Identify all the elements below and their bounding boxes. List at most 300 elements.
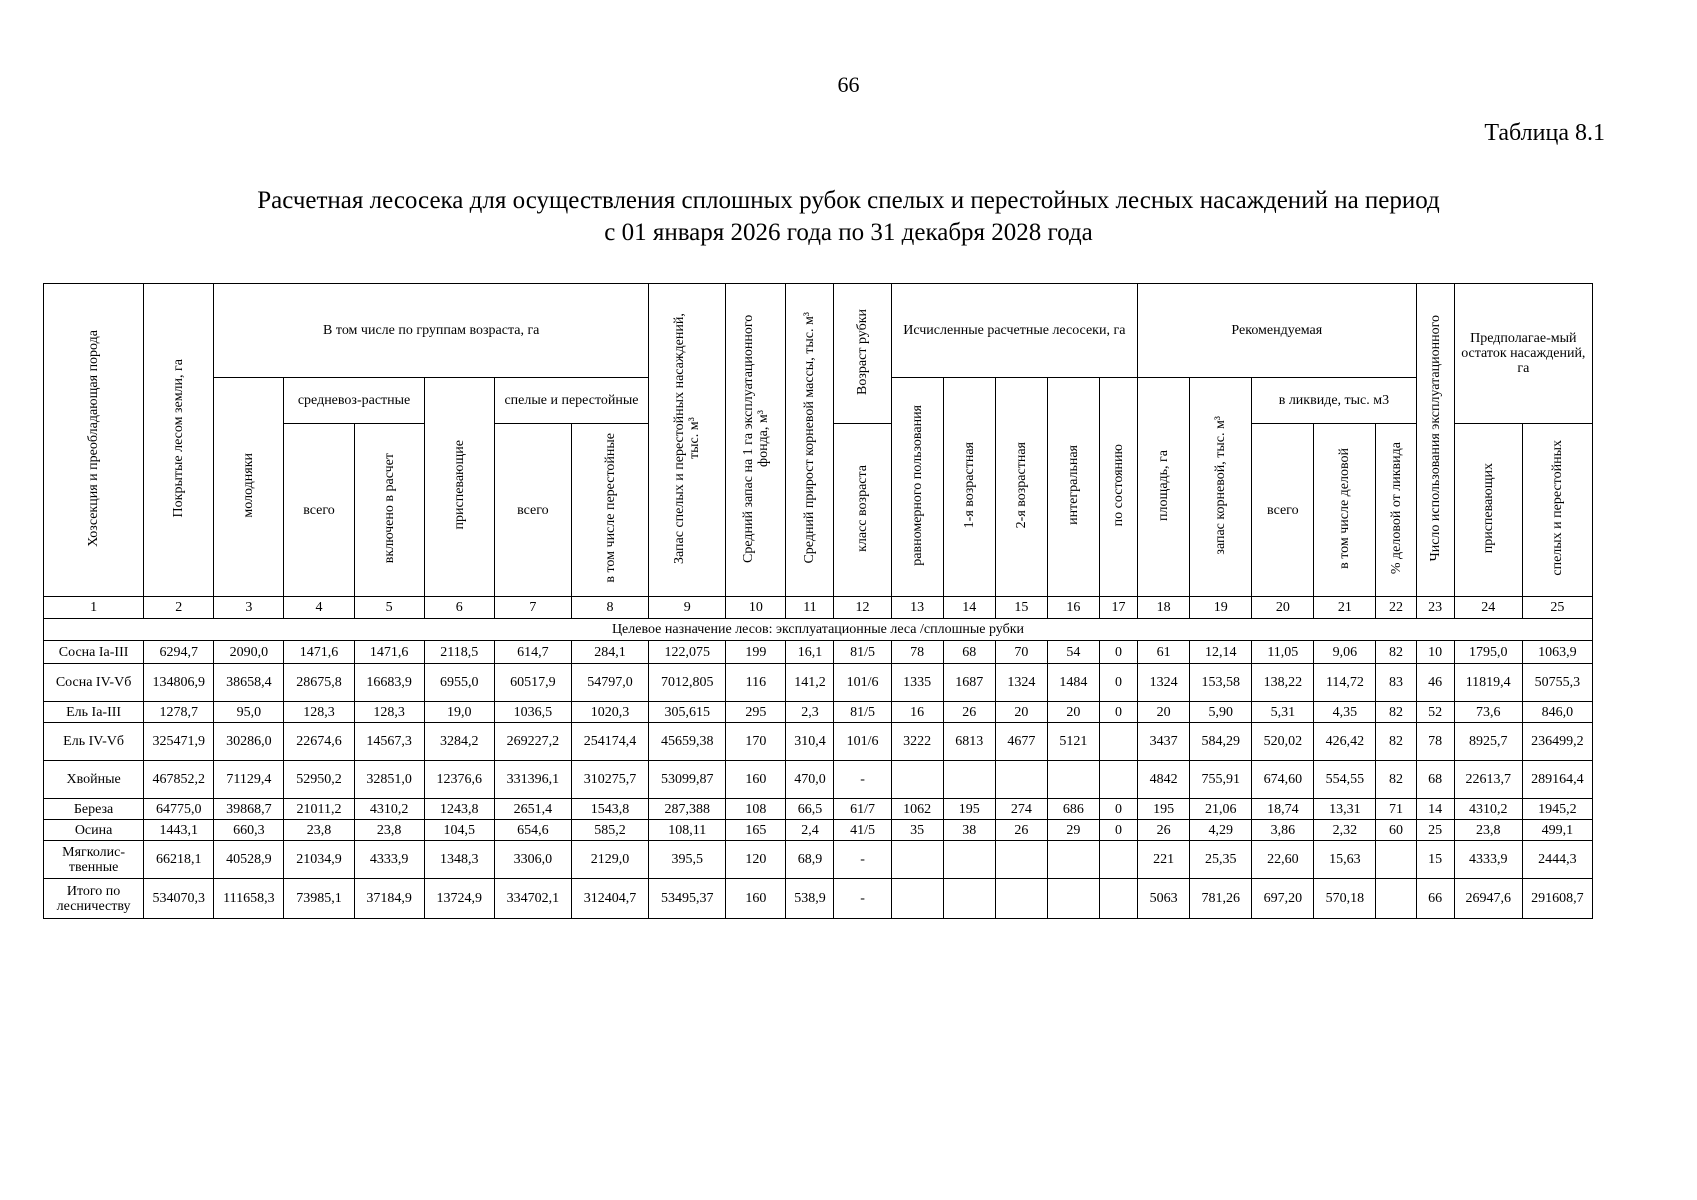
- table-cell: 28675,8: [284, 664, 354, 702]
- table-cell: 64775,0: [144, 799, 214, 820]
- table-cell: 2129,0: [571, 841, 648, 879]
- table-cell: 25,35: [1190, 841, 1252, 879]
- table-cell: 16: [891, 702, 943, 723]
- header-business-percent: % деловой от ликвида: [1376, 424, 1416, 597]
- table-cell: 0: [1099, 820, 1137, 841]
- table-cell: [1376, 841, 1416, 879]
- table-cell: 70: [995, 641, 1047, 664]
- column-number: 8: [571, 597, 648, 619]
- table-cell: 295: [726, 702, 786, 723]
- table-cell: 81/5: [834, 702, 891, 723]
- table-cell: 32851,0: [354, 761, 424, 799]
- table-cell: 310275,7: [571, 761, 648, 799]
- table-cell: 584,29: [1190, 723, 1252, 761]
- table-cell: 2,4: [786, 820, 834, 841]
- table-row: [44, 761, 1593, 799]
- table-cell: 1324: [995, 664, 1047, 702]
- table-cell: -: [834, 841, 891, 879]
- table-title: [100, 185, 1597, 249]
- table-cell: 122,075: [649, 641, 726, 664]
- row-label: Береза: [44, 799, 144, 820]
- table-cell: 53099,87: [649, 761, 726, 799]
- table-cell: 16,1: [786, 641, 834, 664]
- column-number: 1: [44, 597, 144, 619]
- table-header: [44, 284, 1593, 597]
- section-row: [44, 619, 1593, 641]
- table-cell: 9,06: [1314, 641, 1376, 664]
- table-cell: 2,3: [786, 702, 834, 723]
- table-cell: [891, 879, 943, 919]
- table-cell: 81/5: [834, 641, 891, 664]
- table-cell: 0: [1099, 702, 1137, 723]
- header-mature-total: всего: [494, 424, 571, 597]
- table-cell: 5,31: [1252, 702, 1314, 723]
- table-cell: [943, 841, 995, 879]
- table-cell: 101/6: [834, 664, 891, 702]
- table-cell: 134806,9: [144, 664, 214, 702]
- header-covered-land: Покрытые лесом земли, га: [144, 284, 214, 597]
- table-cell: 312404,7: [571, 879, 648, 919]
- table-cell: 20: [1138, 702, 1190, 723]
- table-cell: 21034,9: [284, 841, 354, 879]
- column-number: 2: [144, 597, 214, 619]
- column-number: 18: [1138, 597, 1190, 619]
- table-cell: 95,0: [214, 702, 284, 723]
- table-cell: 52: [1416, 702, 1454, 723]
- table-cell: 66,5: [786, 799, 834, 820]
- table-cell: 26: [1138, 820, 1190, 841]
- column-number: 11: [786, 597, 834, 619]
- header-calculated: Исчисленные расчетные лесосеки, га: [891, 284, 1137, 378]
- table-cell: 2118,5: [424, 641, 494, 664]
- table-cell: [891, 761, 943, 799]
- table-cell: 21,06: [1190, 799, 1252, 820]
- table-cell: 289164,4: [1522, 761, 1592, 799]
- table-cell: 310,4: [786, 723, 834, 761]
- table-cell: 287,388: [649, 799, 726, 820]
- table-cell: 4333,9: [354, 841, 424, 879]
- table-cell: 73,6: [1454, 702, 1522, 723]
- table-cell: 538,9: [786, 879, 834, 919]
- table-row: [44, 841, 1593, 879]
- table-cell: 35: [891, 820, 943, 841]
- table-cell: 8925,7: [1454, 723, 1522, 761]
- table-row: [44, 641, 1593, 664]
- table-cell: 6813: [943, 723, 995, 761]
- table-cell: 1324: [1138, 664, 1190, 702]
- header-uniform: равномерного пользования: [891, 378, 943, 597]
- table-cell: 30286,0: [214, 723, 284, 761]
- table-cell: 52950,2: [284, 761, 354, 799]
- table-cell: 2,32: [1314, 820, 1376, 841]
- column-number: 24: [1454, 597, 1522, 619]
- table-cell: 570,18: [1314, 879, 1376, 919]
- title-line-2: с 01 января 2026 года по 31 декабря 2028 года: [604, 219, 1093, 246]
- column-number: 16: [1047, 597, 1099, 619]
- table-cell: 1543,8: [571, 799, 648, 820]
- table-cell: 16683,9: [354, 664, 424, 702]
- table-cell: 120: [726, 841, 786, 879]
- table-cell: 38: [943, 820, 995, 841]
- table-cell: 534070,3: [144, 879, 214, 919]
- header-recommended: Рекомендуемая: [1138, 284, 1417, 378]
- table-cell: 660,3: [214, 820, 284, 841]
- table-row: [44, 664, 1593, 702]
- table-cell: 199: [726, 641, 786, 664]
- row-label: Ель IV-Vб: [44, 723, 144, 761]
- table-cell: 305,615: [649, 702, 726, 723]
- header-premature: приспевающие: [424, 378, 494, 597]
- table-cell: 674,60: [1252, 761, 1314, 799]
- table-cell: [1047, 841, 1099, 879]
- table-cell: 12376,6: [424, 761, 494, 799]
- data-rows: [44, 641, 1593, 919]
- table-cell: 654,6: [494, 820, 571, 841]
- table-cell: 68: [943, 641, 995, 664]
- table-cell: 325471,9: [144, 723, 214, 761]
- table-cell: 755,91: [1190, 761, 1252, 799]
- table-cell: 426,42: [1314, 723, 1376, 761]
- table-cell: 686: [1047, 799, 1099, 820]
- forest-cut-table: [43, 283, 1593, 919]
- table-cell: 274: [995, 799, 1047, 820]
- table-cell: 781,26: [1190, 879, 1252, 919]
- column-number: 15: [995, 597, 1047, 619]
- column-number: 7: [494, 597, 571, 619]
- table-cell: 14567,3: [354, 723, 424, 761]
- table-cell: 82: [1376, 723, 1416, 761]
- table-cell: 41/5: [834, 820, 891, 841]
- column-number: 17: [1099, 597, 1137, 619]
- header-by-state: по состоянию: [1099, 378, 1137, 597]
- table-cell: 29: [1047, 820, 1099, 841]
- table-cell: 467852,2: [144, 761, 214, 799]
- header-remainder-mature: спелых и перестойных: [1522, 424, 1592, 597]
- table-cell: 160: [726, 761, 786, 799]
- table-cell: 54: [1047, 641, 1099, 664]
- table-cell: 221: [1138, 841, 1190, 879]
- table-cell: 104,5: [424, 820, 494, 841]
- table-cell: 83: [1376, 664, 1416, 702]
- table-cell: 114,72: [1314, 664, 1376, 702]
- header-avg-stock: Средний запас на 1 га эксплуатационного фонда, м³: [726, 284, 786, 597]
- table-cell: 291608,7: [1522, 879, 1592, 919]
- table-cell: 1471,6: [354, 641, 424, 664]
- table-cell: 4310,2: [354, 799, 424, 820]
- column-number-row: [44, 597, 1593, 619]
- table-row: [44, 820, 1593, 841]
- table-cell: 108,11: [649, 820, 726, 841]
- table-cell: 1335: [891, 664, 943, 702]
- header-avg-growth: Средний прирост корневой массы, тыс. м³: [786, 284, 834, 597]
- table-cell: 19,0: [424, 702, 494, 723]
- column-number: 5: [354, 597, 424, 619]
- header-remainder-premature: приспевающих: [1454, 424, 1522, 597]
- table-cell: 585,2: [571, 820, 648, 841]
- table-cell: 108: [726, 799, 786, 820]
- table-cell: [891, 841, 943, 879]
- table-cell: 153,58: [1190, 664, 1252, 702]
- table-cell: 38658,4: [214, 664, 284, 702]
- table-row: [44, 799, 1593, 820]
- header-usage-number: Число использования эксплуатационного: [1416, 284, 1454, 597]
- table-cell: 499,1: [1522, 820, 1592, 841]
- header-age-class: класс возраста: [834, 424, 891, 597]
- table-cell: 50755,3: [1522, 664, 1592, 702]
- table-cell: 15: [1416, 841, 1454, 879]
- table-cell: 11,05: [1252, 641, 1314, 664]
- table-cell: 6955,0: [424, 664, 494, 702]
- header-mature-overmature: в том числе перестойные: [571, 424, 648, 597]
- row-label: Осина: [44, 820, 144, 841]
- table-row: [44, 723, 1593, 761]
- table-cell: 3437: [1138, 723, 1190, 761]
- table-cell: 1348,3: [424, 841, 494, 879]
- table-cell: 697,20: [1252, 879, 1314, 919]
- title-line-1: Расчетная лесосека для осуществления сплошных рубок спелых и перестойных лесных насаждений на период: [257, 187, 1440, 214]
- table-cell: 1471,6: [284, 641, 354, 664]
- table-cell: 25: [1416, 820, 1454, 841]
- table-cell: 15,63: [1314, 841, 1376, 879]
- table-cell: [1376, 879, 1416, 919]
- table-cell: 284,1: [571, 641, 648, 664]
- table-cell: 66218,1: [144, 841, 214, 879]
- table-cell: 60517,9: [494, 664, 571, 702]
- row-label: Сосна Ia-III: [44, 641, 144, 664]
- header-first-age: 1-я возрастная: [943, 378, 995, 597]
- table-cell: 22674,6: [284, 723, 354, 761]
- table-cell: 5063: [1138, 879, 1190, 919]
- table-cell: 13724,9: [424, 879, 494, 919]
- table-cell: 13,31: [1314, 799, 1376, 820]
- row-label: Сосна IV-Vб: [44, 664, 144, 702]
- table-cell: 0: [1099, 664, 1137, 702]
- table-cell: 6294,7: [144, 641, 214, 664]
- table-cell: [1099, 879, 1137, 919]
- table-cell: 111658,3: [214, 879, 284, 919]
- table-cell: 39868,7: [214, 799, 284, 820]
- column-number: 3: [214, 597, 284, 619]
- table-cell: 61/7: [834, 799, 891, 820]
- table-cell: 3284,2: [424, 723, 494, 761]
- table-cell: 395,5: [649, 841, 726, 879]
- table-cell: 82: [1376, 641, 1416, 664]
- header-species: Хозсекция и преобладающая порода: [44, 284, 144, 597]
- table-cell: 165: [726, 820, 786, 841]
- table-cell: 4842: [1138, 761, 1190, 799]
- table-cell: 22613,7: [1454, 761, 1522, 799]
- header-middle-included: включено в расчет: [354, 424, 424, 597]
- table-cell: 60: [1376, 820, 1416, 841]
- table-cell: 23,8: [284, 820, 354, 841]
- table-cell: 160: [726, 879, 786, 919]
- table-cell: 5121: [1047, 723, 1099, 761]
- table-cell: 2090,0: [214, 641, 284, 664]
- table-cell: 236499,2: [1522, 723, 1592, 761]
- table-cell: 128,3: [354, 702, 424, 723]
- table-cell: 18,74: [1252, 799, 1314, 820]
- table-cell: -: [834, 761, 891, 799]
- column-number: 19: [1190, 597, 1252, 619]
- row-label: Хвойные: [44, 761, 144, 799]
- table-cell: 846,0: [1522, 702, 1592, 723]
- header-liquid-total: всего: [1252, 424, 1314, 597]
- table-row: [44, 879, 1593, 919]
- column-number: 20: [1252, 597, 1314, 619]
- table-cell: [995, 841, 1047, 879]
- section-title: Целевое назначение лесов: эксплуатационные леса /сплошные рубки: [44, 619, 1593, 641]
- table-cell: 37184,9: [354, 879, 424, 919]
- table-cell: 26947,6: [1454, 879, 1522, 919]
- column-number: 21: [1314, 597, 1376, 619]
- table-label: Таблица 8.1: [1484, 120, 1605, 146]
- table-cell: 1945,2: [1522, 799, 1592, 820]
- table-cell: 1062: [891, 799, 943, 820]
- table-cell: 82: [1376, 761, 1416, 799]
- table-cell: 254174,4: [571, 723, 648, 761]
- table-cell: 470,0: [786, 761, 834, 799]
- table-cell: 614,7: [494, 641, 571, 664]
- column-number: 14: [943, 597, 995, 619]
- table-cell: 71129,4: [214, 761, 284, 799]
- table-cell: 45659,38: [649, 723, 726, 761]
- table-cell: 71: [1376, 799, 1416, 820]
- table-cell: [943, 761, 995, 799]
- table-cell: 40528,9: [214, 841, 284, 879]
- table-cell: 138,22: [1252, 664, 1314, 702]
- header-liquid: в ликвиде, тыс. м3: [1252, 378, 1416, 424]
- table-cell: 3306,0: [494, 841, 571, 879]
- table-cell: 4,35: [1314, 702, 1376, 723]
- table-cell: 195: [1138, 799, 1190, 820]
- table-cell: 0: [1099, 641, 1137, 664]
- table-cell: 331396,1: [494, 761, 571, 799]
- table-cell: 23,8: [354, 820, 424, 841]
- table-cell: 22,60: [1252, 841, 1314, 879]
- header-remainder: Предполагае-мый остаток насаждений, га: [1454, 284, 1592, 424]
- header-mature: спелые и перестойные: [494, 378, 648, 424]
- table-cell: 21011,2: [284, 799, 354, 820]
- table-body: [44, 597, 1593, 641]
- table-cell: 68: [1416, 761, 1454, 799]
- table-cell: [943, 879, 995, 919]
- table-cell: [995, 879, 1047, 919]
- table-cell: 128,3: [284, 702, 354, 723]
- header-second-age: 2-я возрастная: [995, 378, 1047, 597]
- table-cell: 1484: [1047, 664, 1099, 702]
- table-cell: 82: [1376, 702, 1416, 723]
- header-middle-total: всего: [284, 424, 354, 597]
- header-young: молодняки: [214, 378, 284, 597]
- header-age-groups: В том числе по группам возраста, га: [214, 284, 649, 378]
- table-cell: 1063,9: [1522, 641, 1592, 664]
- table-cell: 4333,9: [1454, 841, 1522, 879]
- table-cell: 2444,3: [1522, 841, 1592, 879]
- table-cell: 554,55: [1314, 761, 1376, 799]
- table-cell: 1443,1: [144, 820, 214, 841]
- table-cell: 116: [726, 664, 786, 702]
- table-cell: 4310,2: [1454, 799, 1522, 820]
- table-cell: [1099, 761, 1137, 799]
- table-cell: 195: [943, 799, 995, 820]
- row-label: Ель Ia-III: [44, 702, 144, 723]
- table-cell: 1243,8: [424, 799, 494, 820]
- table-cell: 20: [995, 702, 1047, 723]
- table-cell: 61: [1138, 641, 1190, 664]
- header-root-stock: запас корневой, тыс. м³: [1190, 378, 1252, 597]
- table-cell: 10: [1416, 641, 1454, 664]
- table-cell: 14: [1416, 799, 1454, 820]
- table-cell: 7012,805: [649, 664, 726, 702]
- header-cut-age: Возраст рубки: [834, 284, 891, 424]
- header-stock: Запас спелых и перестойных насаждений, тыс. м³: [649, 284, 726, 597]
- table-cell: 101/6: [834, 723, 891, 761]
- column-number: 9: [649, 597, 726, 619]
- table-cell: 78: [1416, 723, 1454, 761]
- header-liquid-business: в том числе деловой: [1314, 424, 1376, 597]
- table-cell: 46: [1416, 664, 1454, 702]
- table-cell: 3,86: [1252, 820, 1314, 841]
- row-label: Мягколис-твенные: [44, 841, 144, 879]
- table-cell: [995, 761, 1047, 799]
- column-number: 22: [1376, 597, 1416, 619]
- table-cell: 26: [943, 702, 995, 723]
- table-cell: [1047, 761, 1099, 799]
- table-cell: 141,2: [786, 664, 834, 702]
- table-cell: 12,14: [1190, 641, 1252, 664]
- column-number: 12: [834, 597, 891, 619]
- table-cell: 269227,2: [494, 723, 571, 761]
- table-cell: 54797,0: [571, 664, 648, 702]
- row-label: Итого по лесничеству: [44, 879, 144, 919]
- table-cell: 11819,4: [1454, 664, 1522, 702]
- header-integral: интегральная: [1047, 378, 1099, 597]
- table-cell: 5,90: [1190, 702, 1252, 723]
- table-cell: 1020,3: [571, 702, 648, 723]
- table-cell: 26: [995, 820, 1047, 841]
- table-cell: 20: [1047, 702, 1099, 723]
- table-cell: 0: [1099, 799, 1137, 820]
- column-number: 25: [1522, 597, 1592, 619]
- table-cell: 53495,37: [649, 879, 726, 919]
- table-cell: [1099, 723, 1137, 761]
- table-cell: 68,9: [786, 841, 834, 879]
- table-cell: 1687: [943, 664, 995, 702]
- table-cell: 170: [726, 723, 786, 761]
- table-cell: 1036,5: [494, 702, 571, 723]
- header-area: площадь, га: [1138, 378, 1190, 597]
- column-number: 23: [1416, 597, 1454, 619]
- column-number: 10: [726, 597, 786, 619]
- column-number: 13: [891, 597, 943, 619]
- table-cell: 334702,1: [494, 879, 571, 919]
- table-cell: 78: [891, 641, 943, 664]
- table-cell: 23,8: [1454, 820, 1522, 841]
- column-number: 4: [284, 597, 354, 619]
- page-number: 66: [837, 72, 860, 97]
- table-cell: 1278,7: [144, 702, 214, 723]
- table-cell: 66: [1416, 879, 1454, 919]
- header-middle-aged: средневоз-растные: [284, 378, 424, 424]
- table-cell: 73985,1: [284, 879, 354, 919]
- table-cell: 3222: [891, 723, 943, 761]
- table-cell: 4,29: [1190, 820, 1252, 841]
- column-number: 6: [424, 597, 494, 619]
- table-cell: [1047, 879, 1099, 919]
- table-cell: 520,02: [1252, 723, 1314, 761]
- table-cell: 2651,4: [494, 799, 571, 820]
- table-cell: -: [834, 879, 891, 919]
